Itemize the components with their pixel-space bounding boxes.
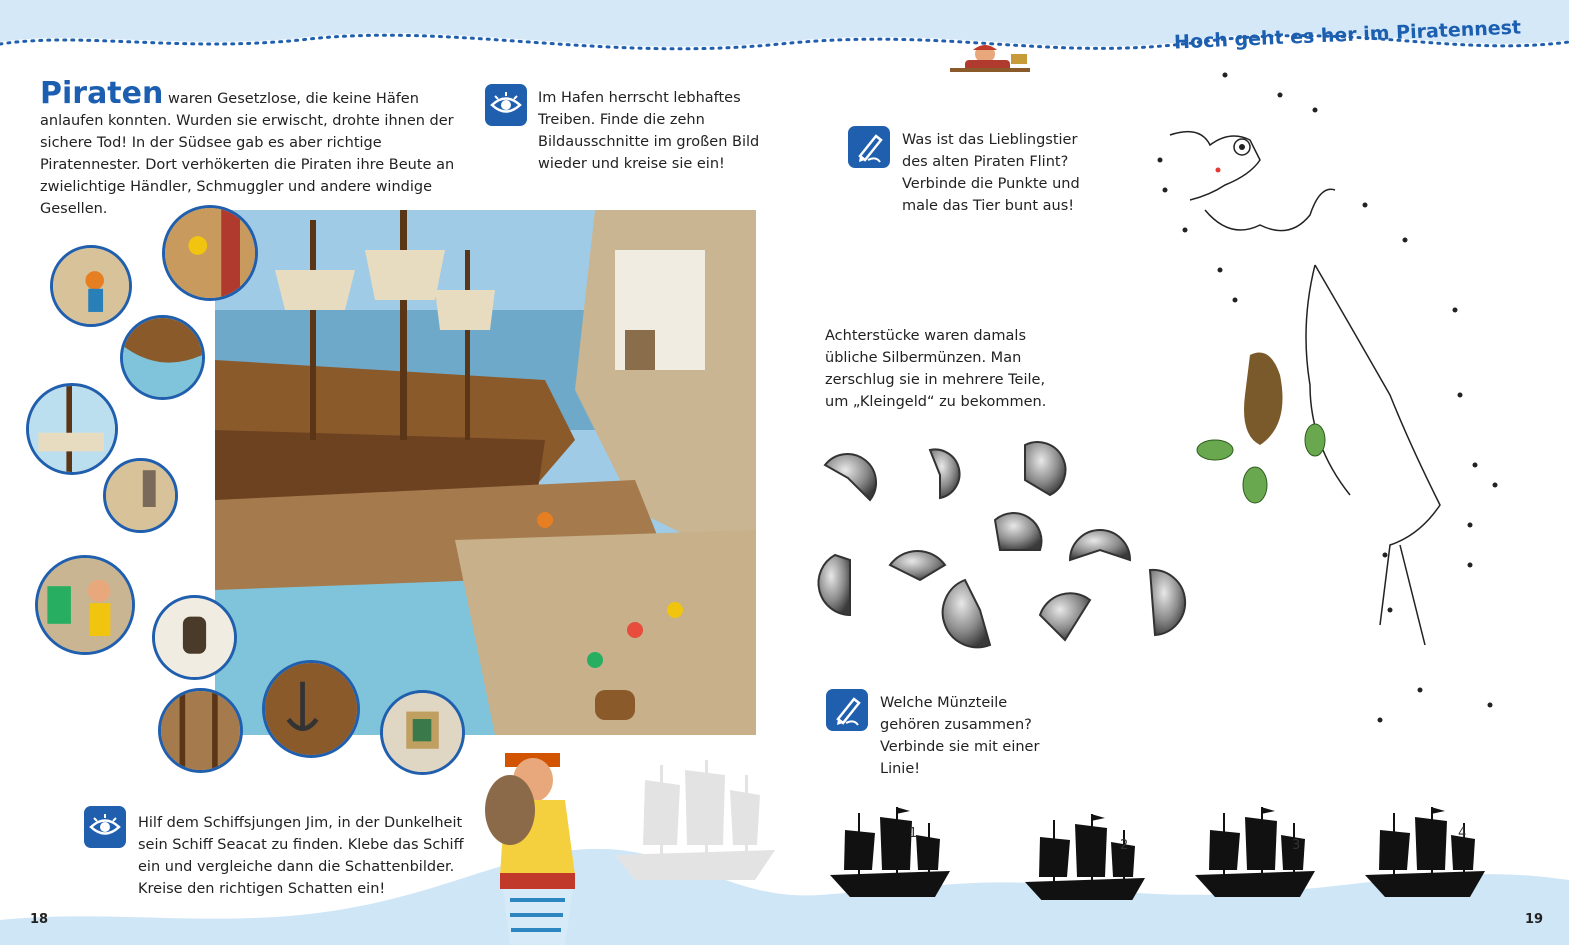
ship-task-text: Hilf dem Schiffsjungen Jim, in der Dunkelheit sein Schiff Seacat zu finden. Klebe das Schiff ein und vergleiche dann die Schattenbilder. Kreise den richtigen Schatten ein! (138, 815, 464, 897)
pencil-icon (826, 689, 868, 731)
pencil-icon (848, 126, 890, 168)
detail-circle[interactable] (162, 205, 258, 301)
page-title: Hoch geht es her im Piratennest (1173, 16, 1522, 54)
intro-body: waren Gesetzlose, die keine Häfen anlaufen konnten. Wurden sie erwischt, drohte ihnen der sichere Tod! In der Südsee gab es aber richtige Piratennester. Dort verhökerten die Piraten ihre Beute an zwielichtige Händler, Schmuggler und andere windige Gesellen. (40, 91, 455, 217)
ship-shadow-2[interactable] (1025, 814, 1145, 900)
ship-label-1: 1 (909, 826, 918, 841)
ship-label-3: 3 (1292, 838, 1301, 853)
ship-shadows[interactable] (820, 800, 1520, 900)
intro-paragraph (40, 76, 470, 220)
eye-icon (84, 806, 126, 848)
eye-icon (485, 84, 527, 126)
page-number-left: 18 (30, 912, 49, 927)
parrot-task-text: Was ist das Lieblingstier des alten Piraten Flint? Verbinde die Punkte und male das Tier bunt aus! (902, 132, 1080, 214)
ghost-ship-placeholder (605, 760, 785, 890)
page-number-right: 19 (1525, 912, 1544, 927)
ship-shadow-1[interactable] (830, 807, 950, 897)
detail-circle[interactable] (152, 595, 237, 680)
ship-label-2: 2 (1120, 838, 1129, 853)
detail-circle[interactable] (380, 690, 465, 775)
intro-lead-word: Piraten (40, 76, 164, 111)
detail-circle[interactable] (26, 383, 118, 475)
dot-to-dot-parrot[interactable] (1150, 65, 1550, 745)
coins-info-text: Achterstücke waren damals übliche Silbermünzen. Man zerschlug sie in mehrere Teile, um „Kleingeld“ zu bekommen. (825, 328, 1047, 410)
detail-circle[interactable] (158, 688, 243, 773)
small-pirate-illustration (945, 40, 1035, 72)
ship-label-4: 4 (1458, 826, 1467, 841)
ship-shadow-4[interactable] (1365, 807, 1485, 897)
coins-task-text: Welche Münzteile gehören zusammen? Verbinde sie mit einer Linie! (880, 695, 1040, 777)
pirate-boy-jim-illustration (465, 745, 615, 945)
detail-circle[interactable] (50, 245, 132, 327)
detail-circle[interactable] (120, 315, 205, 400)
harbor-scene-illustration (215, 210, 756, 735)
detail-circle[interactable] (262, 660, 360, 758)
detail-circle[interactable] (103, 458, 178, 533)
detail-circle[interactable] (35, 555, 135, 655)
harbor-task-text: Im Hafen herrscht lebhaftes Treiben. Finde die zehn Bildausschnitte im großen Bild wieder und kreise sie ein! (538, 90, 760, 172)
